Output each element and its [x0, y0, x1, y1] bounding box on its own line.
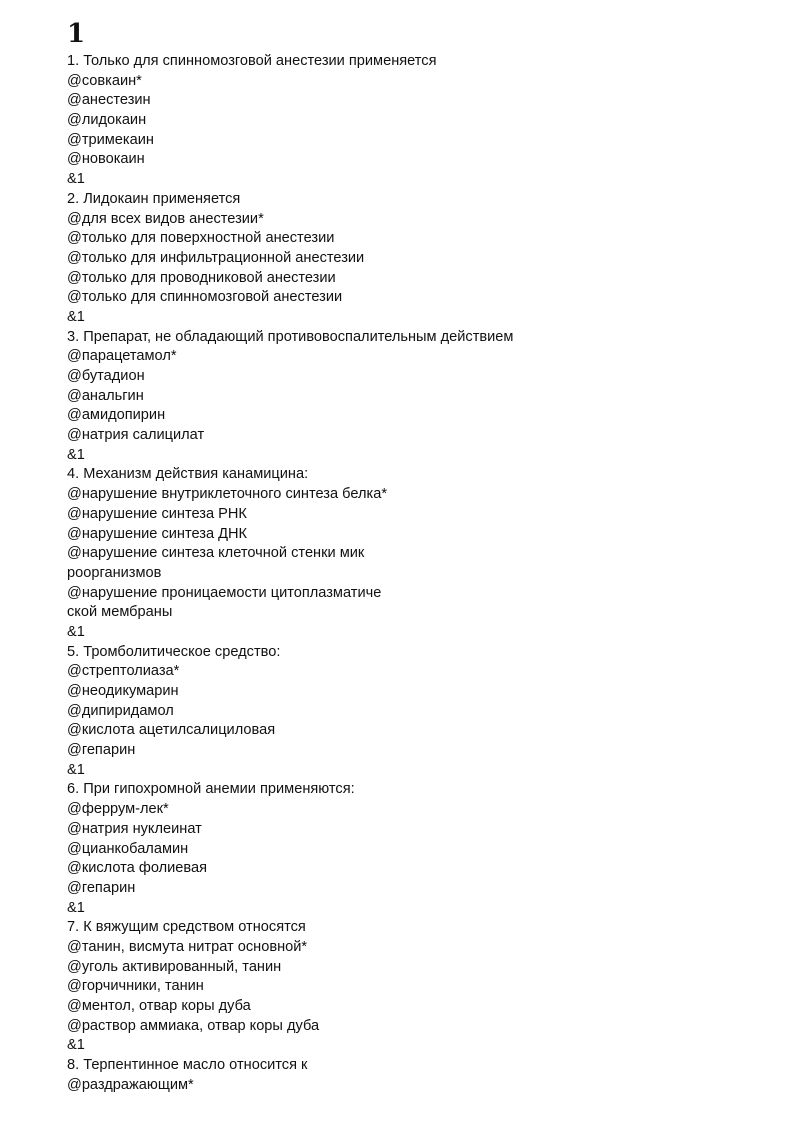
answer-option: @стрептолиаза*: [67, 663, 180, 680]
answer-option: @нарушение внутриклеточного синтеза белка*: [67, 486, 387, 503]
answer-key: &1: [67, 171, 85, 188]
answer-key: &1: [67, 308, 85, 325]
answer-option: @амидопирин: [67, 407, 166, 424]
answer-option: @нарушение проницаемости цитоплазматиче: [67, 584, 382, 601]
answer-option: @кислота фолиевая: [67, 860, 208, 877]
answer-option: @натрия салицилат: [67, 427, 205, 444]
answer-option: @уголь активированный, танин: [67, 958, 282, 975]
answer-option: @горчичники, танин: [67, 978, 204, 995]
question-text: 7. К вяжущим средством относятся: [67, 919, 306, 936]
answer-option: @только для поверхностной анестезии: [67, 230, 335, 247]
question-text: 6. При гипохромной анемии применяются:: [67, 781, 355, 798]
answer-option: @совкаин*: [67, 72, 142, 89]
answer-key: &1: [67, 1037, 85, 1054]
question-text: 5. Тромболитическое средство:: [67, 643, 281, 660]
answer-option: @ментол, отвар коры дуба: [67, 998, 251, 1014]
answer-key: &1: [67, 623, 85, 640]
answer-option: @натрия нуклеинат: [67, 820, 202, 837]
answer-key: &1: [67, 446, 85, 463]
question-text: 1. Только для спинномозговой анестезии применяется: [67, 53, 437, 69]
answer-option: @новокаин: [67, 151, 145, 168]
answer-option: @анестезин: [67, 92, 151, 109]
question-text: 2. Лидокаин применяется: [67, 190, 241, 207]
answer-key: &1: [67, 761, 85, 778]
answer-option: @нарушение синтеза РНК: [67, 505, 247, 522]
answer-option: @неодикумарин: [67, 683, 179, 699]
answer-key: &1: [67, 899, 85, 916]
answer-option: @анальгин: [67, 387, 144, 404]
answer-option: @нарушение синтеза ДНК: [67, 525, 248, 542]
answer-option: @нарушение синтеза клеточной стенки мик: [67, 545, 365, 562]
answer-option: @только для инфильтрационной анестезии: [67, 249, 365, 266]
question-list: [67, 52, 767, 1095]
answer-option: @гепарин: [67, 879, 136, 896]
answer-option: @кислота ацетилсалициловая: [67, 722, 276, 739]
answer-option: @танин, висмута нитрат основной*: [67, 938, 308, 955]
answer-option: @бутадион: [67, 368, 145, 384]
answer-option: @феррум-лек*: [67, 801, 169, 818]
answer-option: @парацетамол*: [67, 348, 177, 365]
answer-option: @цианкобаламин: [67, 840, 189, 857]
answer-option-continuation: роорганизмов: [67, 564, 162, 581]
answer-option: @для всех видов анестезии*: [67, 210, 264, 227]
answer-option: @гепарин: [67, 742, 136, 759]
question-text: 4. Механизм действия канамицина:: [67, 466, 309, 483]
question-text: 3. Препарат, не обладающий противовоспалительным действием: [67, 328, 514, 345]
answer-option: @дипиридамол: [67, 702, 174, 719]
answer-option: @только для спинномозговой анестезии: [67, 289, 343, 306]
answer-option: @тримекаин: [67, 131, 154, 148]
document-page: [67, 16, 767, 1095]
answer-option: @раздражающим*: [67, 1076, 194, 1093]
question-text: 8. Терпентинное масло относится к: [67, 1057, 308, 1074]
answer-option-continuation: ской мембраны: [67, 604, 173, 621]
answer-option: @только для проводниковой анестезии: [67, 269, 336, 286]
page-number: 1: [67, 19, 86, 49]
answer-option: @раствор аммиака, отвар коры дуба: [67, 1017, 320, 1034]
answer-option: @лидокаин: [67, 112, 147, 129]
